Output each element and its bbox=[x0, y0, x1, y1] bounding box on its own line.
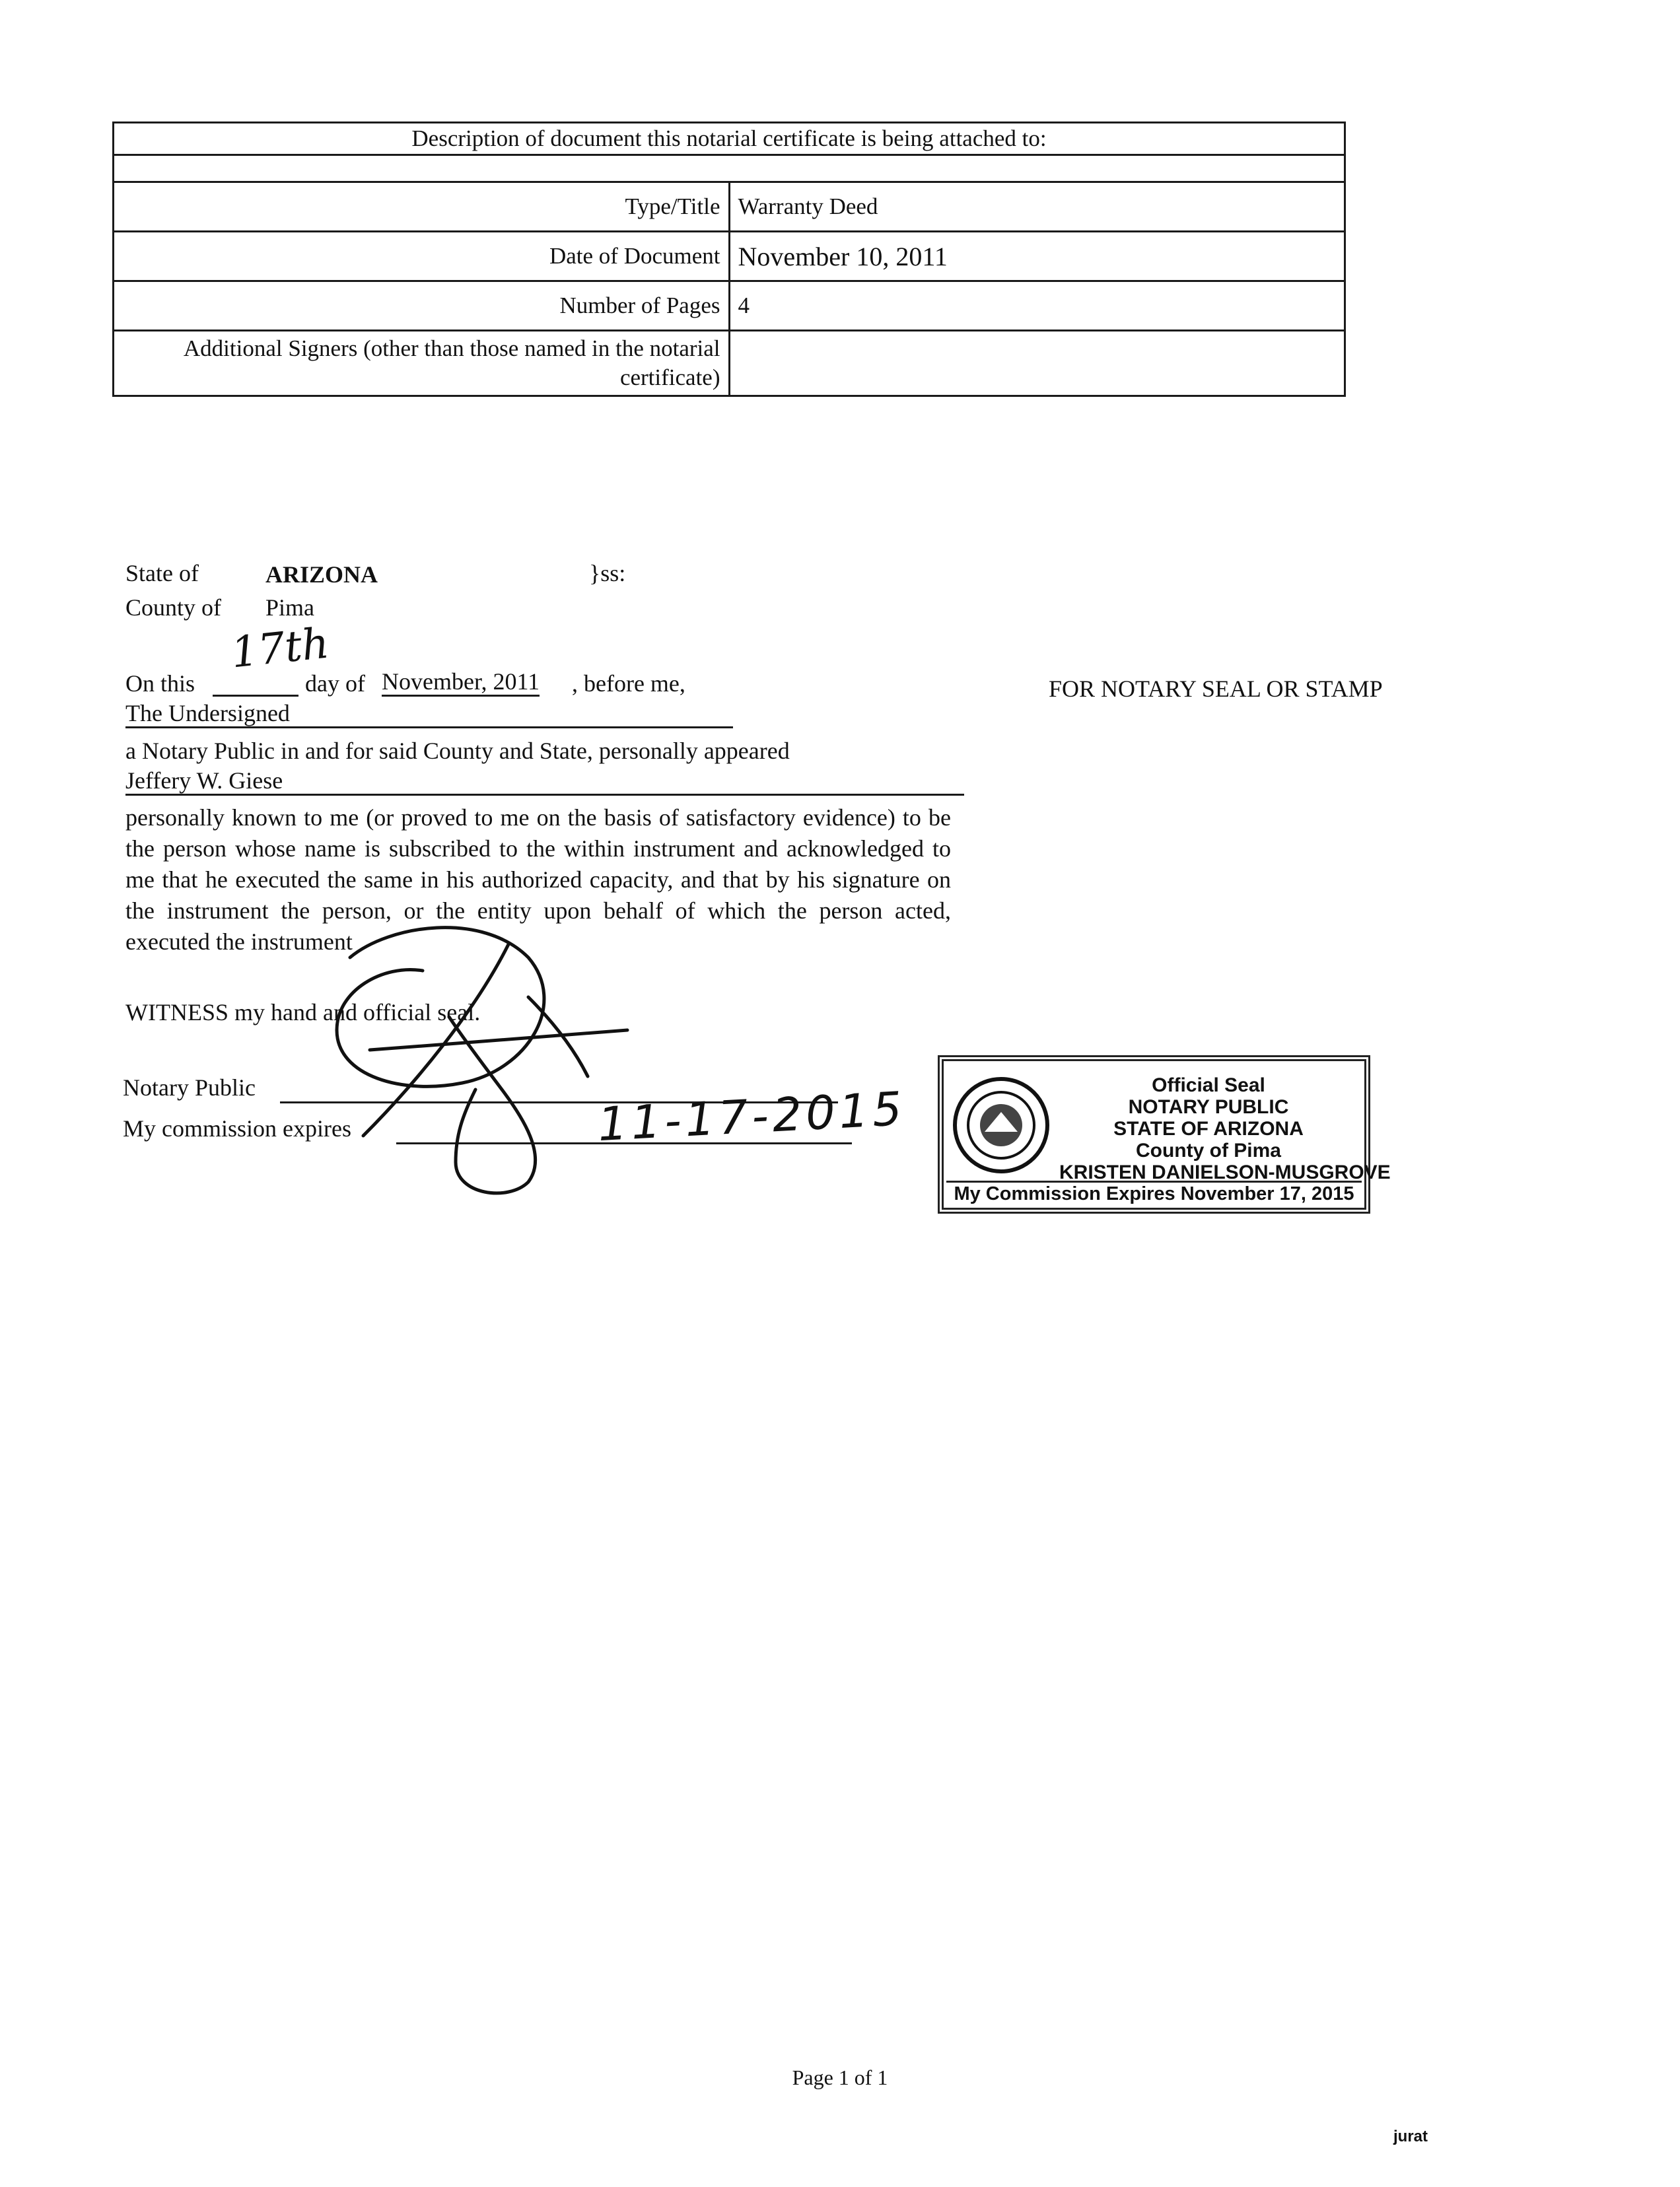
table-row bbox=[114, 182, 1345, 232]
state-seal-icon bbox=[952, 1076, 1051, 1175]
notary-appeared-line: a Notary Public in and for said County and State, personally appeared bbox=[125, 738, 790, 764]
day-handwritten: 17th bbox=[228, 619, 332, 678]
row-label: Date of Document bbox=[114, 232, 730, 281]
on-this-label: On this bbox=[125, 670, 195, 697]
table-spacer-row bbox=[114, 155, 1345, 182]
page-number: Page 1 of 1 bbox=[792, 2066, 888, 2089]
stamp-line: County of Pima bbox=[1135, 1140, 1281, 1162]
officer-name: The Undersigned bbox=[125, 700, 733, 728]
day-blank bbox=[213, 695, 298, 697]
signer-name: Jeffery W. Giese bbox=[125, 767, 964, 796]
table-header-text: Description of document this notarial certificate is being attached to: bbox=[411, 125, 1047, 151]
state-label: State of bbox=[125, 560, 199, 586]
notary-public-label: Notary Public bbox=[123, 1074, 256, 1101]
row-value: November 10, 2011 bbox=[729, 232, 1345, 281]
stamp-line: STATE OF ARIZONA bbox=[1113, 1118, 1304, 1140]
witness-line: WITNESS my hand and official seal. bbox=[125, 999, 481, 1025]
ss-bracket: }ss: bbox=[589, 560, 626, 586]
table-row bbox=[114, 331, 1345, 396]
acknowledgment-text: personally known to me (or proved to me on the basis of satisfactory evidence) to be the person whose name is subscribed to the within instrument and acknowledged to me that he executed the same in his authorized capacity, and that by his signature on the instrument the person, or the entity upon behalf of which the person acted, executed the instrument bbox=[125, 804, 951, 955]
seal-area-label: FOR NOTARY SEAL OR STAMP bbox=[1049, 676, 1383, 702]
stamp-text bbox=[1059, 1074, 1391, 1183]
month-year: November, 2011 bbox=[382, 668, 540, 697]
stamp-line: Official Seal bbox=[1152, 1074, 1265, 1096]
commission-handwritten: 11-17-2015 bbox=[596, 1081, 907, 1152]
stamp-line: NOTARY PUBLIC bbox=[1128, 1096, 1289, 1118]
attachment-description-table bbox=[112, 122, 1346, 397]
form-tag: jurat bbox=[1393, 2128, 1428, 2145]
table-row bbox=[114, 232, 1345, 281]
row-value: 4 bbox=[729, 281, 1345, 331]
county-value: Pima bbox=[265, 594, 315, 621]
row-label: Additional Signers (other than those named in the notarial certificate) bbox=[114, 331, 730, 396]
stamp-expiry: My Commission Expires November 17, 2015 bbox=[946, 1181, 1362, 1205]
day-of-label: day of bbox=[305, 670, 365, 697]
commission-label: My commission expires bbox=[123, 1115, 351, 1142]
table-row bbox=[114, 281, 1345, 331]
row-label: Type/Title bbox=[114, 182, 730, 232]
before-me: , before me, bbox=[572, 670, 685, 697]
row-value: Warranty Deed bbox=[729, 182, 1345, 232]
notary-signature-scribble bbox=[310, 918, 654, 1208]
row-label: Number of Pages bbox=[114, 281, 730, 331]
stamp-line: KRISTEN DANIELSON-MUSGROVE bbox=[1059, 1162, 1391, 1183]
row-value bbox=[729, 331, 1345, 396]
county-label: County of bbox=[125, 594, 222, 621]
table-header bbox=[114, 123, 1345, 155]
notary-stamp bbox=[938, 1055, 1391, 1214]
state-value: ARIZONA bbox=[265, 561, 378, 588]
